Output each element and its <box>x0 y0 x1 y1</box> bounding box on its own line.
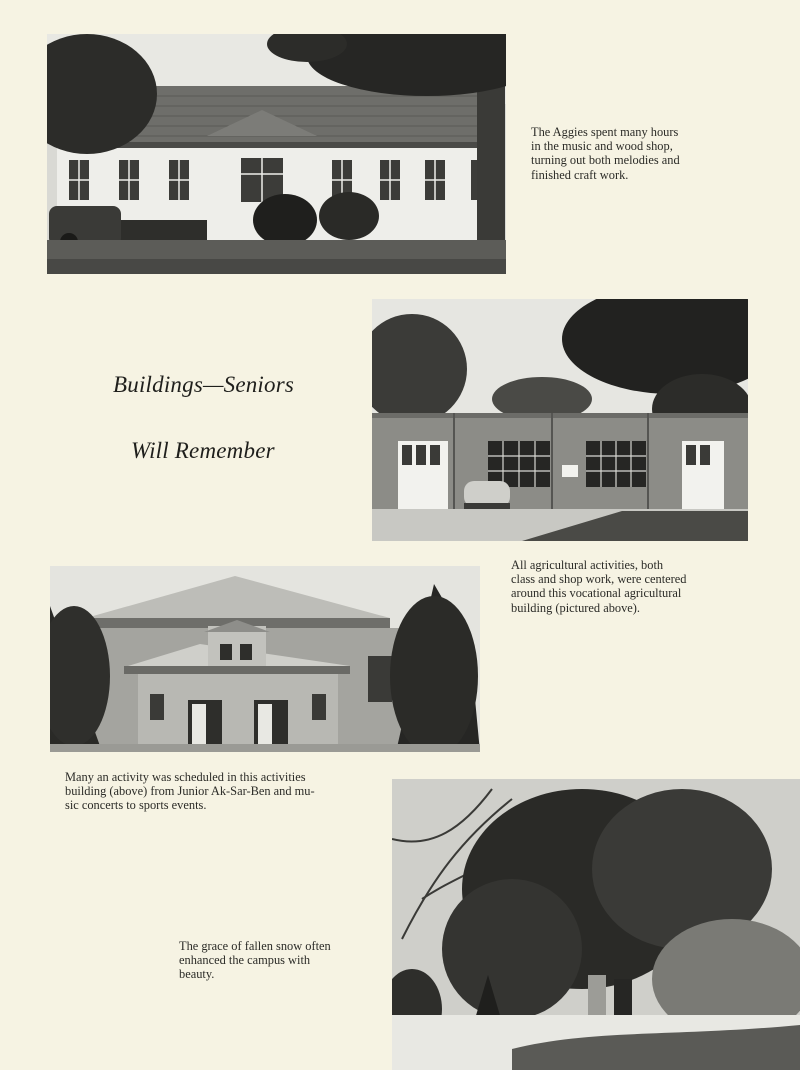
caption-line: beauty. <box>179 967 215 982</box>
caption-line: in the music and wood shop, <box>531 139 673 154</box>
snowy-campus-photo <box>392 779 800 1070</box>
agricultural-building-photo <box>372 299 748 541</box>
page-heading-line-1: Buildings—Seniors <box>113 372 295 397</box>
caption-line: enhanced the campus with <box>179 953 311 968</box>
caption-line: finished craft work. <box>531 167 629 182</box>
snow-caption <box>179 939 379 982</box>
agricultural-caption <box>511 558 741 615</box>
music-wood-shop-photo <box>47 34 506 274</box>
caption-line: class and shop work, were centered <box>511 572 687 587</box>
caption-line: All agricultural activities, both <box>511 558 664 572</box>
caption-line: turning out both melodies and <box>531 153 680 168</box>
caption-line: around this vocational agricultural <box>511 586 682 601</box>
caption-line: Many an activity was scheduled in this activities <box>65 770 306 784</box>
caption-line: building (above) from Junior Ak-Sar-Ben and mu- <box>65 784 315 799</box>
caption-line: sic concerts to sports events. <box>65 798 207 813</box>
page-heading-line-2: Will Remember <box>131 438 275 463</box>
music-shop-caption <box>531 125 731 182</box>
activities-building-photo <box>50 566 480 752</box>
caption-line: The grace of fallen snow often <box>179 939 331 953</box>
activities-caption <box>65 770 385 813</box>
caption-line: The Aggies spent many hours <box>531 125 679 139</box>
caption-line: building (pictured above). <box>511 600 641 615</box>
